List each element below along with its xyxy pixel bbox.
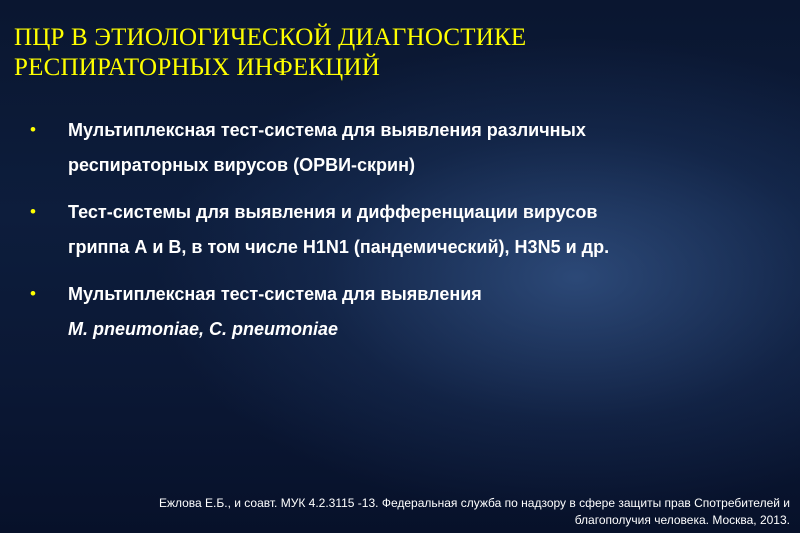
citation-footer	[30, 495, 790, 529]
bullet-item-3	[30, 277, 770, 347]
bullet-marker: •	[30, 120, 36, 139]
bullet-item-2	[30, 195, 770, 265]
slide-title-line-1: ПЦР В ЭТИОЛОГИЧЕСКОЙ ДИАГНОСТИКЕ	[14, 23, 527, 51]
citation-line-2: благополучия человека. Москва, 2013.	[574, 513, 790, 527]
citation-line-1: Ежлова Е.Б., и соавт. МУК 4.2.3115 -13. Федеральная служба по надзору в сфере защиты прав Спотребителей и	[158, 496, 790, 510]
bullet-1-line-2: респираторных вирусов (ОРВИ-скрин)	[68, 155, 415, 175]
bullet-2-line-2: гриппа А и В, в том числе H1N1 (пандемический), H3N5 и др.	[68, 237, 610, 257]
slide-title	[14, 23, 614, 83]
bullet-marker: •	[30, 284, 36, 303]
bullet-1-line-1: Мультиплексная тест-система для выявления различных	[68, 120, 586, 140]
bullet-item-1	[30, 113, 770, 183]
bullet-3-line-2: M. pneumoniae, C. pneumoniae	[68, 319, 339, 339]
slide-title-line-2: РЕСПИРАТОРНЫХ ИНФЕКЦИЙ	[14, 53, 380, 81]
bullet-marker: •	[30, 202, 36, 221]
bullet-3-line-1: Мультиплексная тест-система для выявления	[68, 284, 482, 304]
bullet-list	[30, 113, 770, 359]
bullet-2-line-1: Тест-системы для выявления и дифференциации вирусов	[68, 202, 598, 222]
